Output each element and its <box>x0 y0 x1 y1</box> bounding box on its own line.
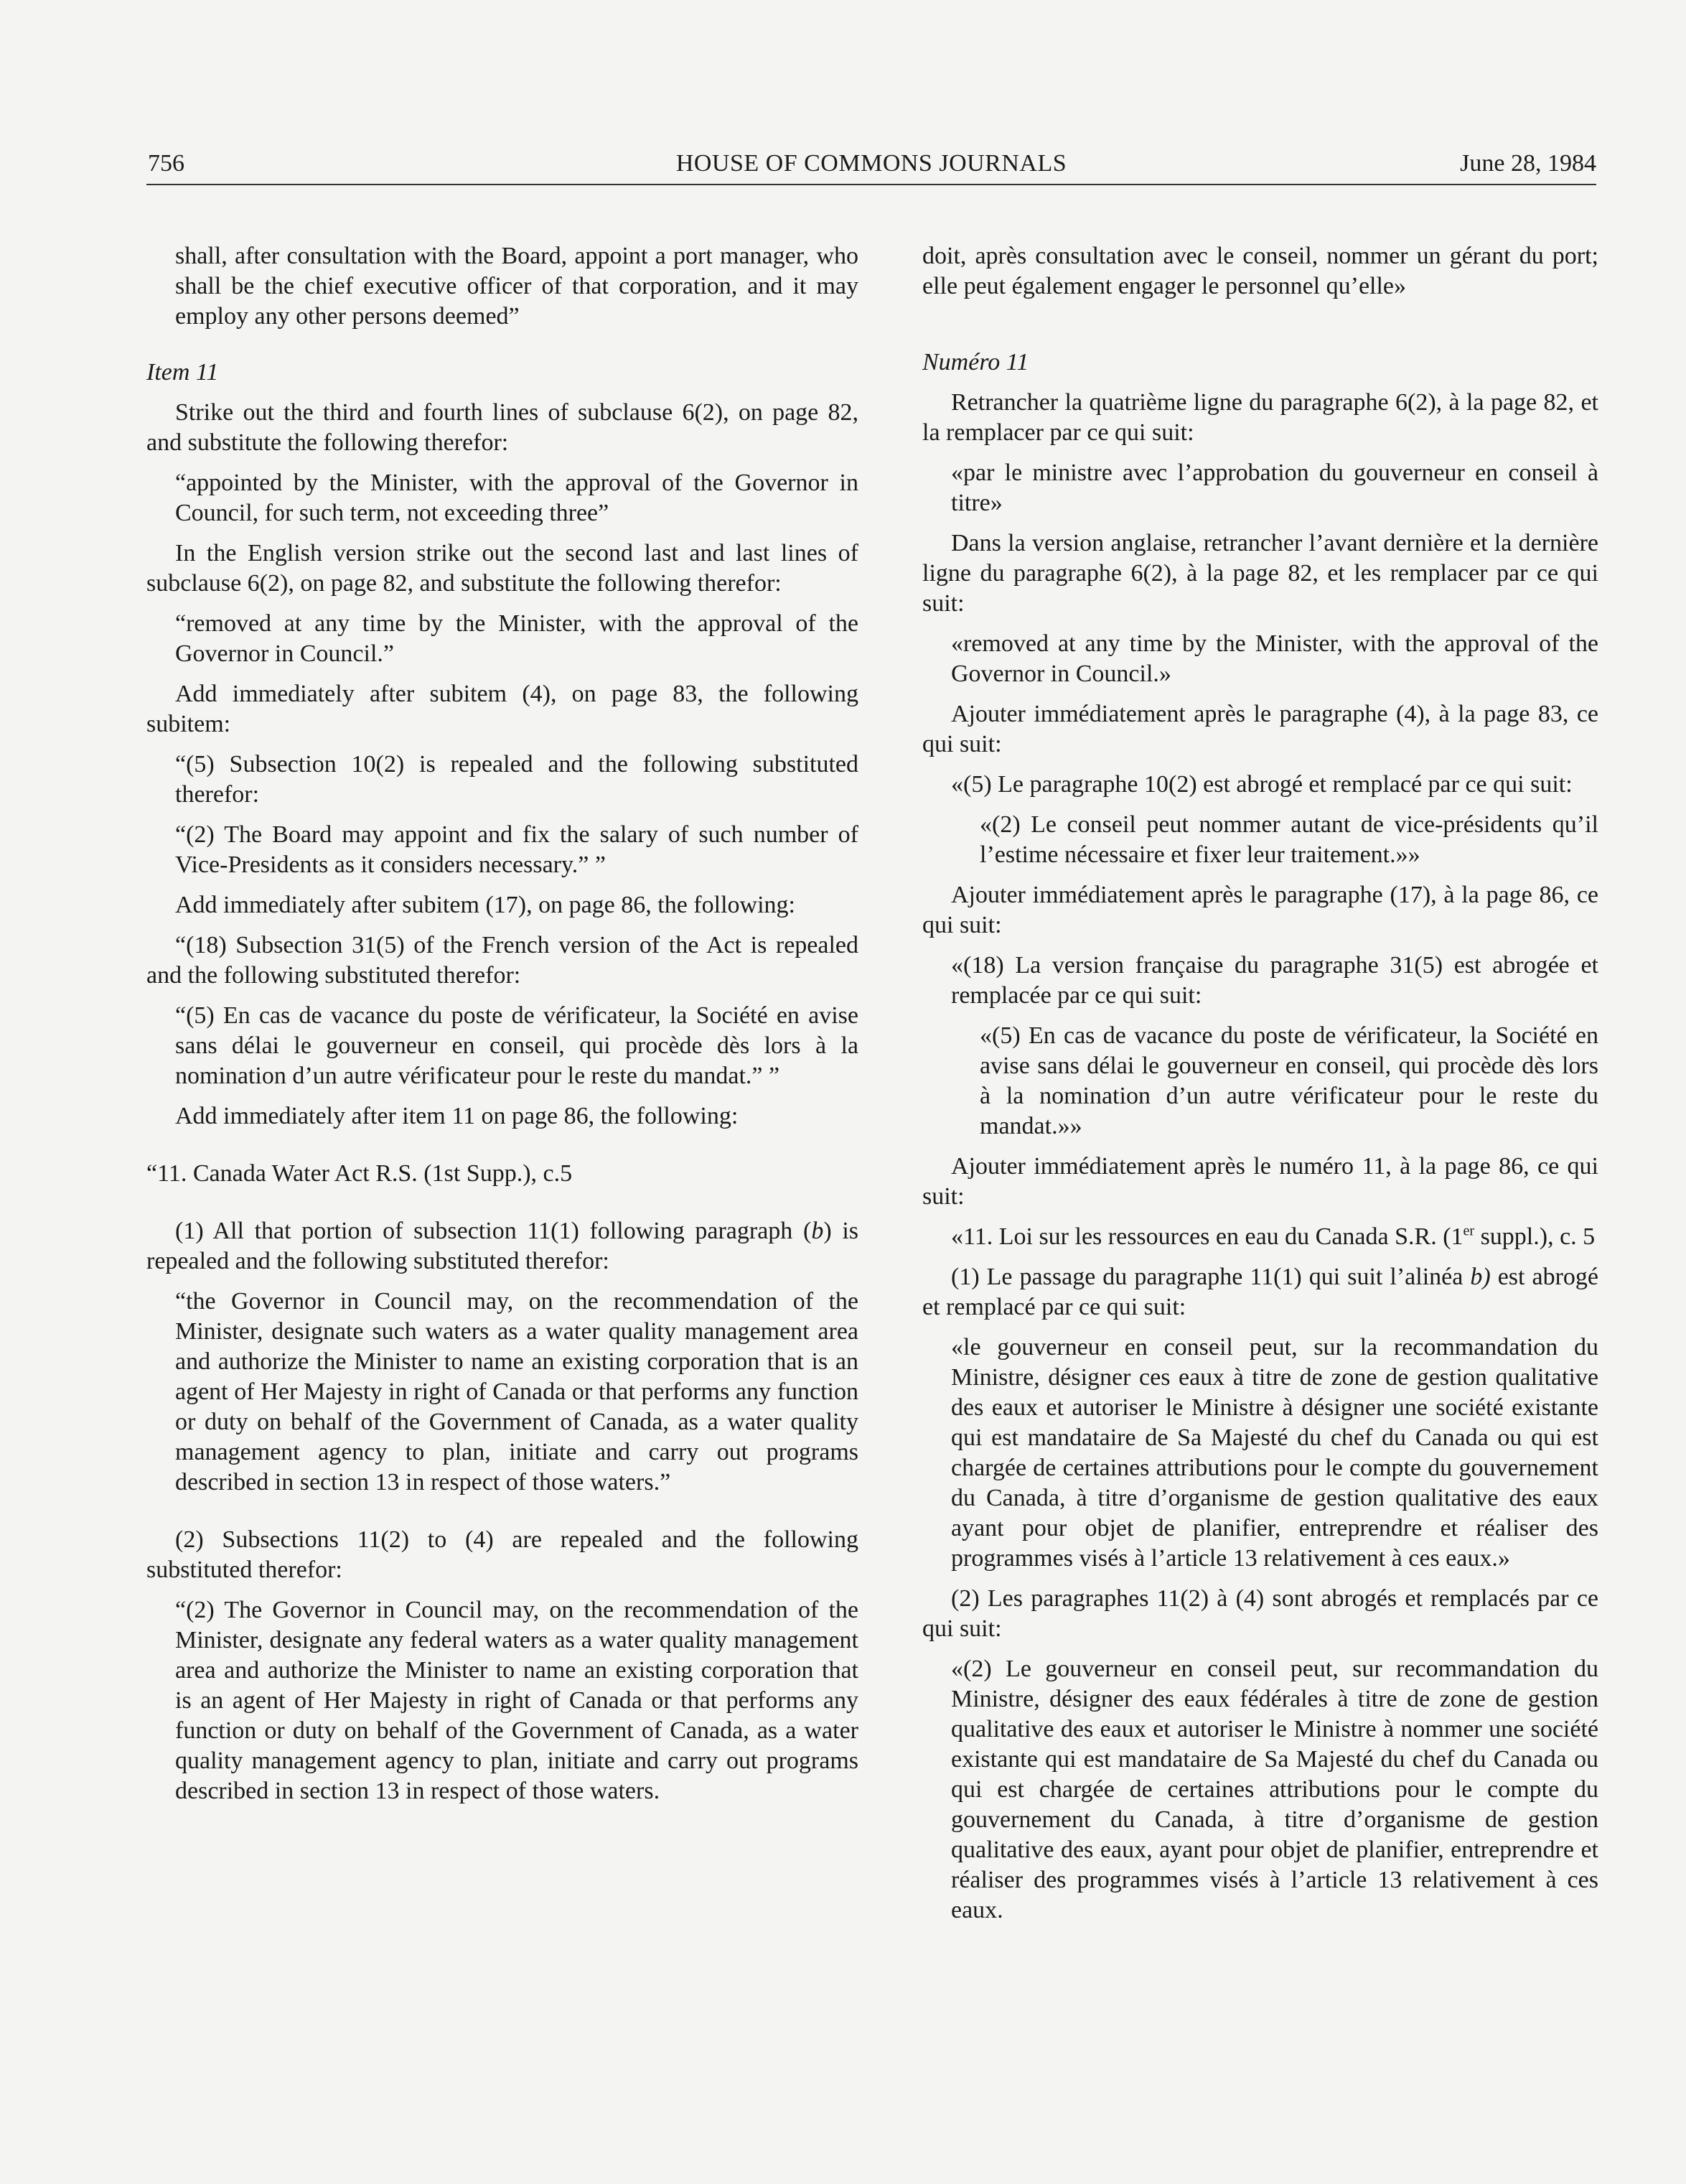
item-heading: Numéro 11 <box>922 349 1029 375</box>
quoted-text: «(5) En cas de vacance du poste de vérificateur, la Société en avise sans délai le gouverneur en conseil, qui procède dès lors à la nomination d’un autre vérificateur pour le reste du mandat.»» <box>980 1022 1598 1139</box>
paragraph: (1) All that portion of subsection 11(1) following paragraph (b) is repealed and the following substituted therefor: <box>146 1218 859 1274</box>
page-header <box>146 144 1596 185</box>
quoted-text: “removed at any time by the Minister, with the approval of the Governor in Council.” <box>175 610 858 667</box>
english-column <box>146 241 858 1816</box>
paragraph: (1) Le passage du paragraphe 11(1) qui suit l’alinéa b) est abrogé et remplacé par ce qui suit: <box>922 1264 1598 1320</box>
french-column <box>922 241 1598 1936</box>
journal-title: HOUSE OF COMMONS JOURNALS <box>675 150 1067 177</box>
paragraph: Add immediately after item 11 on page 86, the following: <box>175 1103 739 1129</box>
item-heading: Item 11 <box>146 359 219 386</box>
quoted-text: «par le ministre avec l’approbation du gouverneur en conseil à titre» <box>951 459 1598 516</box>
quoted-text: «le gouverneur en conseil peut, sur la recommandation du Ministre, désigner ces eaux à titre de zone de gestion qualitative des eaux et autoriser le Ministre à désigner une société existante qui est mandataire de Sa Majesté du chef du Canada ou qui est chargée de certaines attributions pour le compte du gouvernement du Canada, à titre d’organisme de gestion qualitative des eaux ayant pour objet de planifier, entreprendre et réaliser des programmes visés à l’article 13 relativement à ces eaux.» <box>951 1334 1598 1572</box>
quoted-text: “the Governor in Council may, on the recommendation of the Minister, designate such waters as a water quality management area and authorize the Minister to name an existing corporation that is an agent of Her Majesty in right of Canada or that performs any function or duty on behalf of the Government of Canada, as a water quality management agency to plan, initiate and carry out programs described in section 13 in respect of those waters.” <box>175 1288 858 1495</box>
quoted-text: «(2) Le conseil peut nommer autant de vice-présidents qu’il l’estime nécessaire et fixer leur traitement.»» <box>980 811 1598 868</box>
quoted-text: «(18) La version française du paragraphe 31(5) est abrogée et remplacée par ce qui suit: <box>951 952 1598 1009</box>
act-heading: «11. Loi sur les ressources en eau du Canada S.R. (1er suppl.), c. 5 <box>951 1223 1596 1250</box>
paragraph: doit, après consultation avec le conseil, nommer un gérant du port; elle peut également engager le personnel qu’elle» <box>922 243 1598 299</box>
act-heading: “11. Canada Water Act R.S. (1st Supp.), c.5 <box>146 1160 573 1187</box>
quoted-text: “(2) The Board may appoint and fix the salary of such number of Vice-Presidents as it considers necessary.” ” <box>175 821 858 878</box>
paragraph: Ajouter immédiatement après le paragraphe (17), à la page 86, ce qui suit: <box>922 882 1598 938</box>
paragraph: In the English version strike out the second last and last lines of subclause 6(2), on page 82, and substitute the following therefor: <box>146 540 858 597</box>
paragraph: Add immediately after subitem (17), on page 86, the following: <box>175 892 795 918</box>
header-date: June 28, 1984 <box>1460 150 1596 177</box>
quoted-text: “appointed by the Minister, with the approval of the Governor in Council, for such term, not exceeding three” <box>175 470 858 526</box>
paragraph: shall, after consultation with the Board, appoint a port manager, who shall be the chief executive officer of that corporation, and it may employ any other persons deemed” <box>175 243 858 330</box>
paragraph: Ajouter immédiatement après le numéro 11, à la page 86, ce qui suit: <box>922 1153 1598 1210</box>
quoted-text: “(2) The Governor in Council may, on the recommendation of the Minister, designate any federal waters as a water quality management area and authorize the Minister to name an existing corporation that is an agent of Her Majesty in right of Canada or that performs any function or duty on behalf of the Government of Canada, as a water quality management agency to plan, initiate and carry out programs described in section 13 in respect of those waters. <box>175 1597 858 1804</box>
quoted-text: “(5) Subsection 10(2) is repealed and the following substituted therefor: <box>175 751 858 808</box>
paragraph: (2) Les paragraphes 11(2) à (4) sont abrogés et remplacés par ce qui suit: <box>922 1585 1598 1642</box>
paragraph: Retrancher la quatrième ligne du paragraphe 6(2), à la page 82, et la remplacer par ce qui suit: <box>922 389 1598 446</box>
paragraph: Strike out the third and fourth lines of subclause 6(2), on page 82, and substitute the following therefor: <box>146 399 858 456</box>
quoted-text: «removed at any time by the Minister, with the approval of the Governor in Council.» <box>951 630 1598 687</box>
page-number: 756 <box>148 150 184 177</box>
paragraph: Ajouter immédiatement après le paragraphe (4), à la page 83, ce qui suit: <box>922 701 1598 757</box>
quoted-text: «(2) Le gouverneur en conseil peut, sur recommandation du Ministre, désigner des eaux fédérales à titre de zone de gestion qualitative des eaux et autoriser le Ministre à nommer une société existante qui est mandataire de Sa Majesté du chef du Canada ou qui est chargée de certaines attributions pour le compte du gouvernement du Canada, à titre d’organisme de gestion qualitative des eaux, ayant pour objet de planifier, entreprendre et réaliser des programmes visés à l’article 13 relativement à ces eaux. <box>951 1656 1598 1923</box>
quoted-text: “(5) En cas de vacance du poste de vérificateur, la Société en avise sans délai le gouverneur en conseil, qui procède dès lors à la nomination d’un autre vérificateur pour le reste du mandat.” ” <box>175 1002 858 1089</box>
paragraph: (2) Subsections 11(2) to (4) are repealed and the following substituted therefor: <box>146 1526 858 1583</box>
quoted-text: “(18) Subsection 31(5) of the French version of the Act is repealed and the following substituted therefor: <box>146 932 858 989</box>
paragraph: Add immediately after subitem (4), on page 83, the following subitem: <box>146 681 858 737</box>
quoted-text: «(5) Le paragraphe 10(2) est abrogé et remplacé par ce qui suit: <box>951 771 1573 798</box>
paragraph: Dans la version anglaise, retrancher l’avant dernière et la dernière ligne du paragraphe 6(2), à la page 82, et les remplacer par ce qui suit: <box>922 530 1598 617</box>
